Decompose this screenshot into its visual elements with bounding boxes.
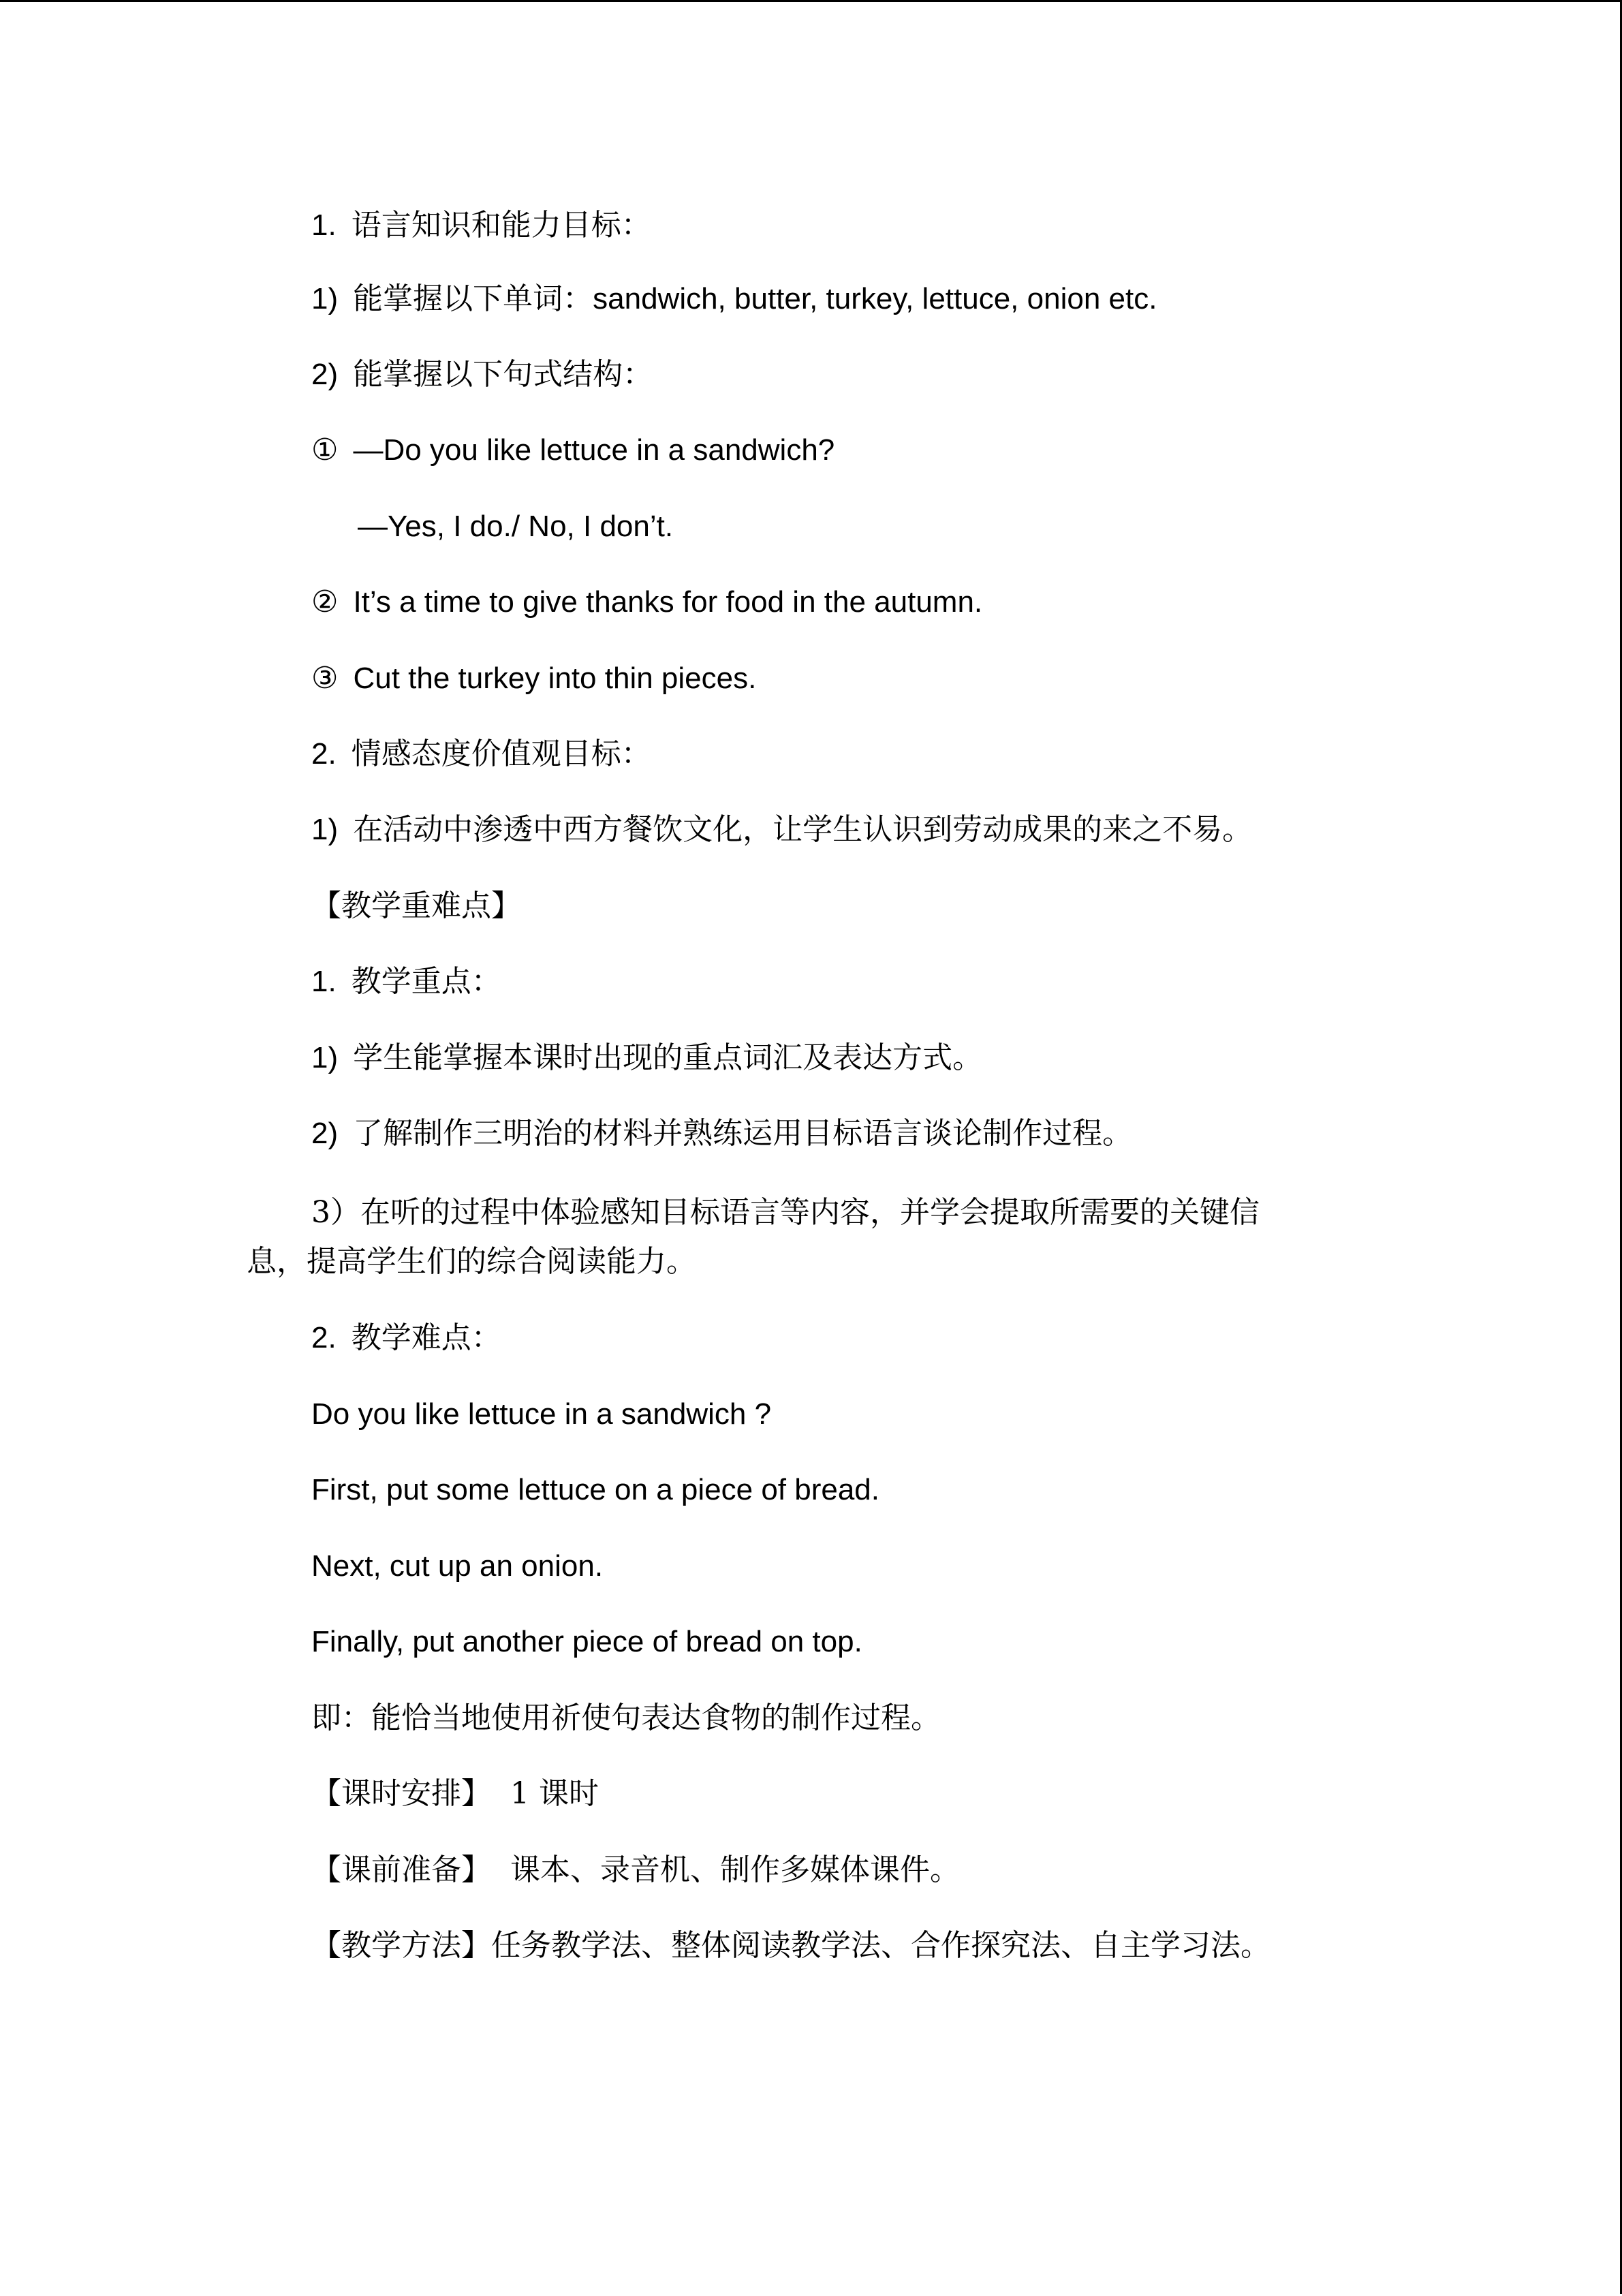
heading-text: 情感态度价值观目标： (351, 736, 651, 771)
item-text: 能掌握以下单词： (353, 281, 593, 316)
sentence-text: Next, cut up an onion. (311, 1549, 604, 1583)
item-text: 在活动中渗透中西方餐饮文化，让学生认识到劳动成果的来之不易。 (353, 812, 1253, 847)
list-number: 1) (311, 813, 339, 846)
sentence-text: —Yes, I do./ No, I don’t. (358, 510, 674, 543)
bracket-heading: 【教学方法】 (311, 1928, 491, 1963)
item-text: 即：能恰当地使用祈使句表达食物的制作过程。 (311, 1701, 941, 1735)
item-text: 1 课时 (510, 1776, 599, 1811)
key-point-3-line-1 (311, 1192, 1260, 1233)
teaching-methods (311, 1925, 1270, 1966)
document-body (0, 2, 1622, 2296)
item-text: 课本、录音机、制作多媒体课件。 (510, 1852, 960, 1887)
bracket-heading: 【教学重难点】 (311, 888, 521, 923)
list-number: 1) (311, 1041, 339, 1074)
section-key-points (311, 961, 501, 1002)
heading-text: 教学重点： (351, 964, 501, 999)
item-text: 任务教学法、整体阅读教学法、合作探究法、自主学习法。 (491, 1928, 1270, 1963)
list-number: 2) (311, 358, 339, 391)
list-number: 2. (311, 737, 337, 771)
sentence-text: —Do you like lettuce in a sandwich? (353, 433, 835, 467)
sentence-1-question (311, 430, 835, 471)
key-point-2 (311, 1113, 1132, 1154)
sentence-text: Finally, put another piece of bread on top. (311, 1625, 862, 1658)
bracket-heading: 【课时安排】 (311, 1776, 491, 1811)
sentence-3 (311, 658, 756, 699)
key-point-3-line-2 (247, 1241, 696, 1282)
list-number: 1. (311, 208, 337, 242)
sentence-text: It’s a time to give thanks for food in the autumn. (353, 585, 983, 619)
difficult-sentence-4 (311, 1622, 862, 1662)
heading-text: 教学难点： (351, 1320, 501, 1355)
sentence-text: Cut the turkey into thin pieces. (353, 662, 757, 695)
list-number: 1. (311, 965, 337, 998)
circled-number: ③ (311, 661, 339, 696)
item-text: 能掌握以下句式结构： (353, 357, 653, 392)
list-number: 2. (311, 1321, 337, 1354)
sentence-text: Do you like lettuce in a sandwich ? (311, 1397, 772, 1431)
sentence-1-answer (358, 506, 673, 547)
section-key-difficult-points (311, 886, 521, 927)
circled-number: ② (311, 585, 339, 619)
section-emotional-goals (311, 734, 651, 775)
difficult-sentence-3 (311, 1546, 603, 1587)
circled-number: ① (311, 433, 339, 467)
item-text: 在听的过程中体验感知目标语言等内容，并学会提取所需要的关键信 (360, 1195, 1260, 1230)
list-number: 1) (311, 282, 339, 315)
sentence-text: First, put some lettuce on a piece of bread. (311, 1473, 880, 1506)
item-text: 息，提高学生们的综合阅读能力。 (247, 1244, 696, 1279)
section-difficult-points (311, 1318, 501, 1359)
class-hours (311, 1773, 599, 1814)
sentence-2 (311, 582, 982, 623)
difficult-summary (311, 1698, 941, 1739)
key-point-1 (311, 1038, 982, 1079)
item-text: 学生能掌握本课时出现的重点词汇及表达方式。 (353, 1040, 983, 1075)
bracket-heading: 【课前准备】 (311, 1852, 491, 1887)
emotional-goal-1 (311, 809, 1252, 850)
list-number: 3） (311, 1195, 360, 1230)
vocabulary-list: sandwich, butter, turkey, lettuce, onion etc. (593, 282, 1157, 315)
goal-sentence-structures (311, 354, 653, 395)
difficult-sentence-1 (311, 1394, 771, 1435)
section-language-goals (311, 205, 651, 246)
item-text: 了解制作三明治的材料并熟练运用目标语言谈论制作过程。 (353, 1116, 1133, 1151)
difficult-sentence-2 (311, 1470, 879, 1510)
heading-text: 语言知识和能力目标： (351, 208, 651, 243)
list-number: 2) (311, 1117, 339, 1150)
goal-vocabulary (311, 279, 1157, 320)
preparation (311, 1850, 960, 1891)
